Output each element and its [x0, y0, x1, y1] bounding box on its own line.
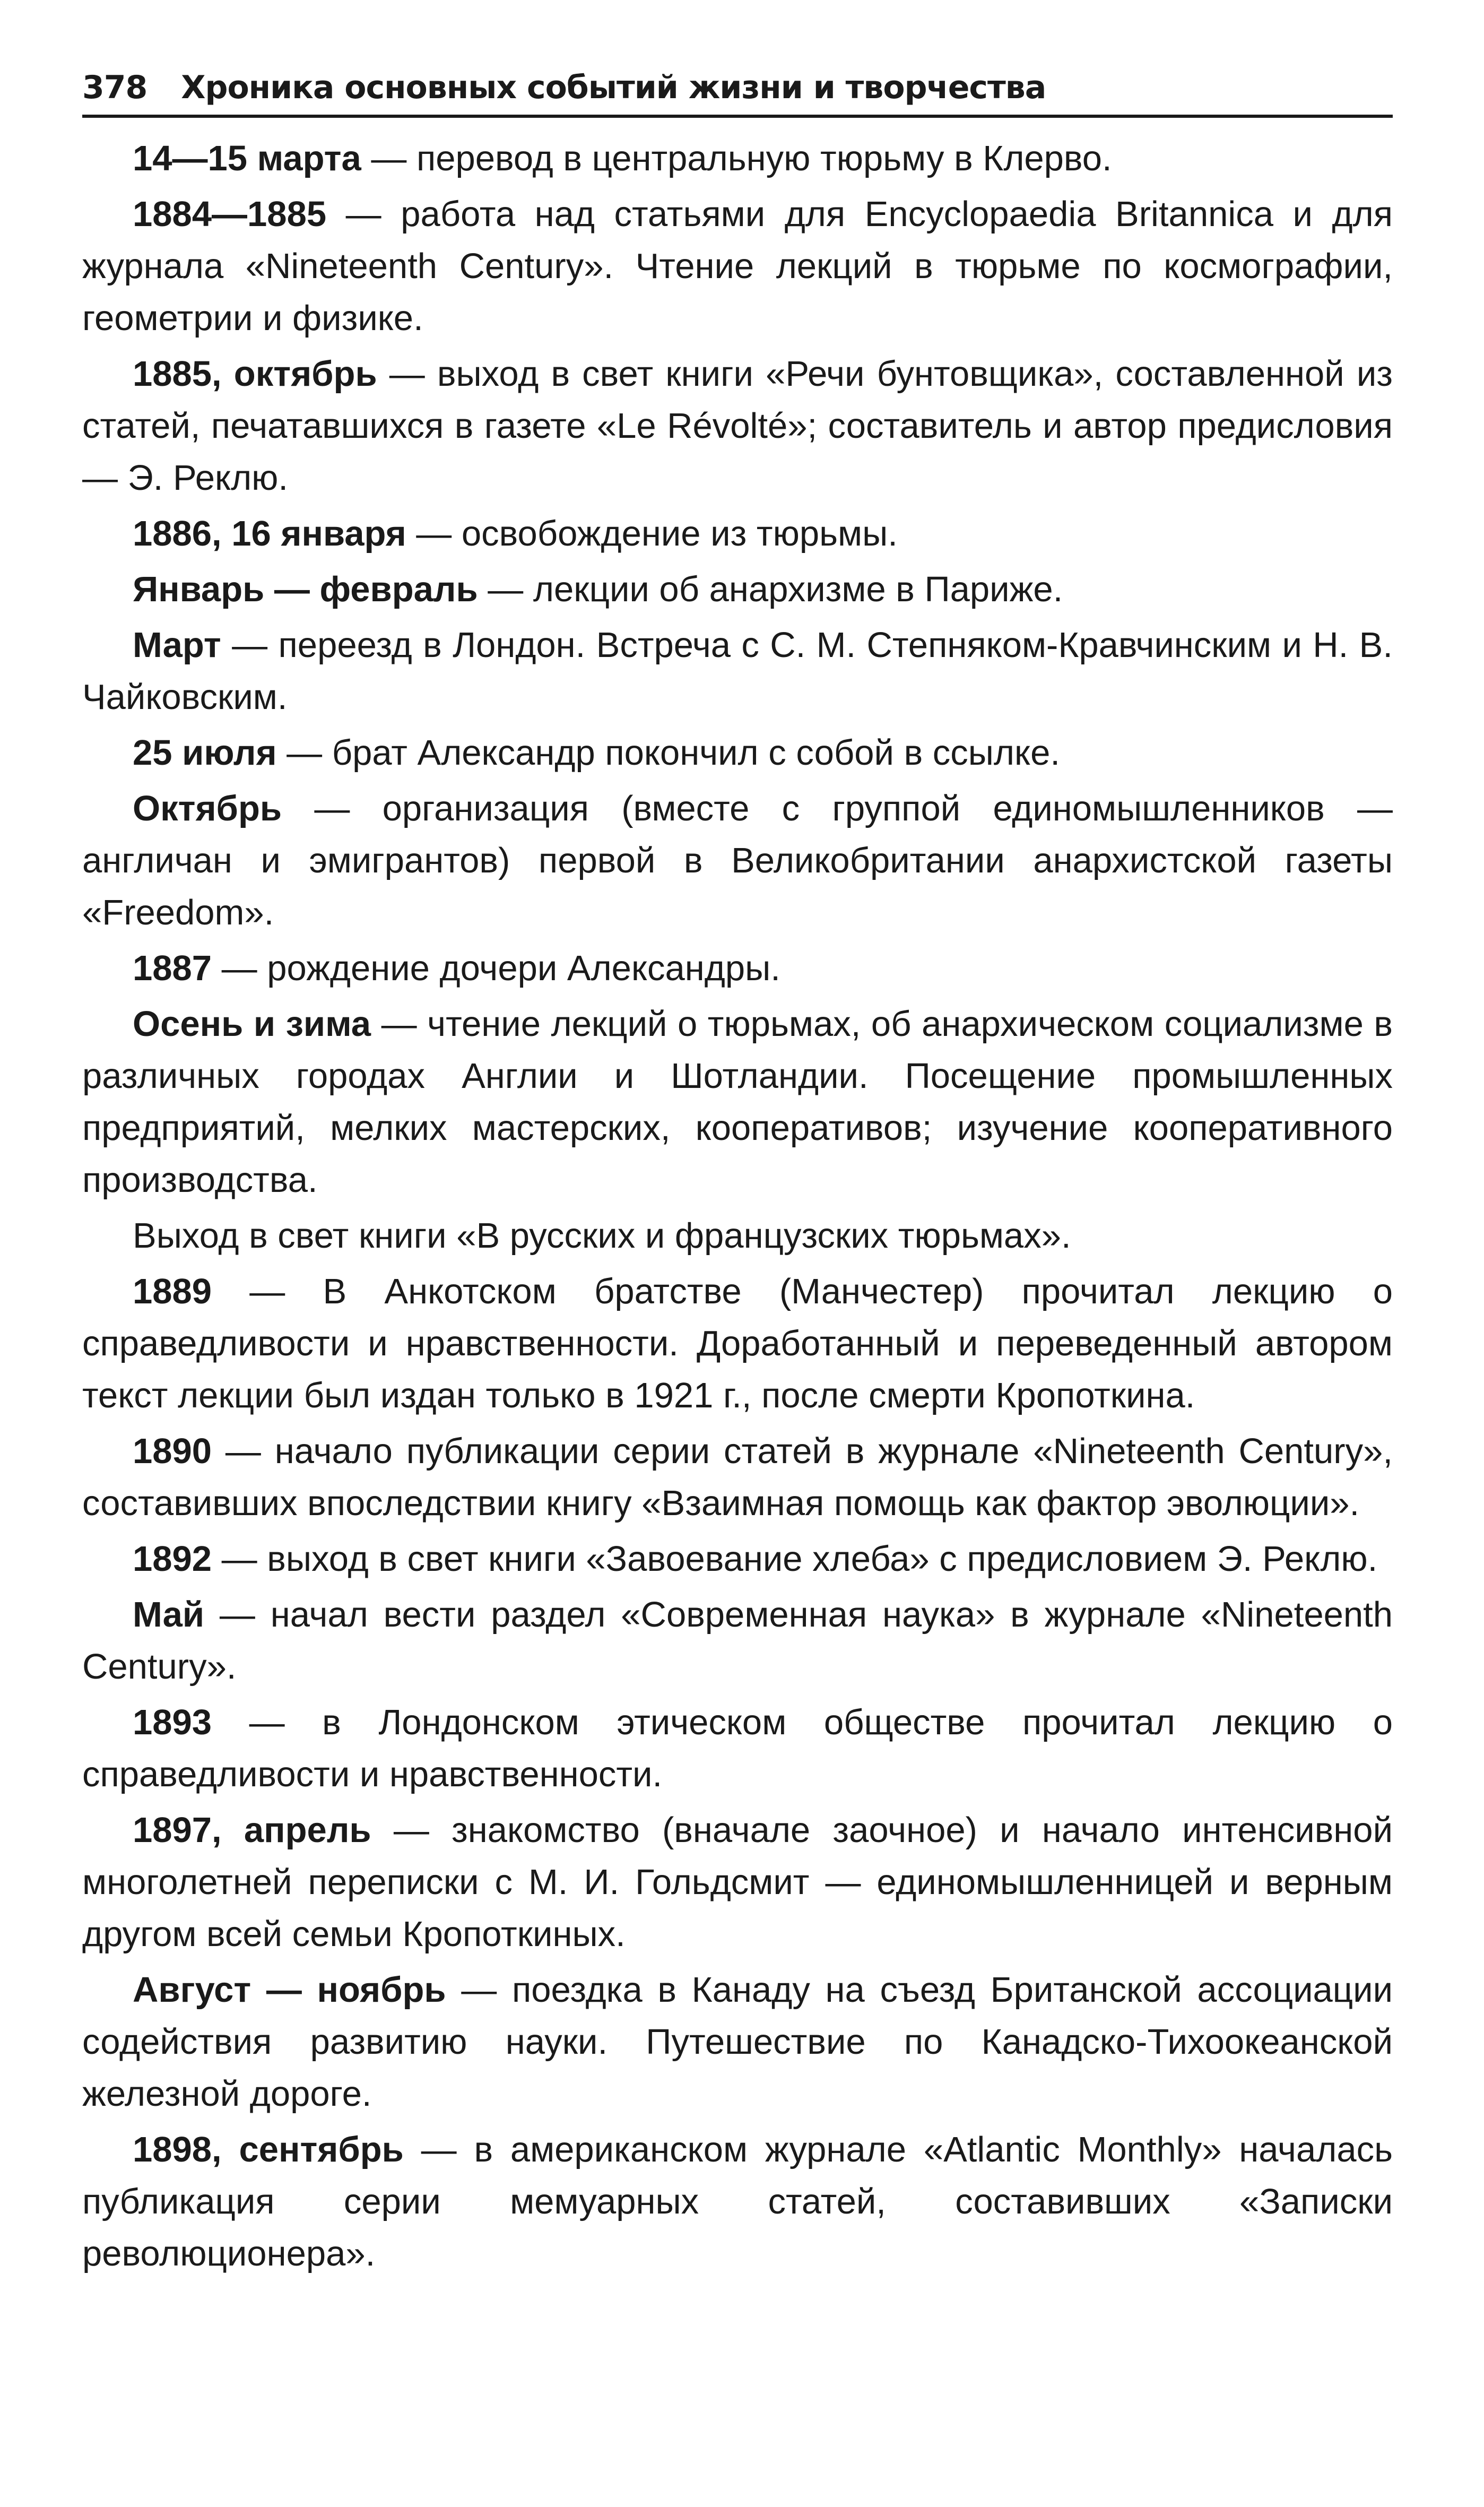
- chronicle-entry: [82, 783, 1393, 939]
- chronicle-entry: [82, 1425, 1393, 1529]
- entry-text: — знакомство (вначале заочное) и начало интенсивной многолетней переписки с М. И. Гольдсмит — единомышленницей и верным другом всей семьи Кропоткиных.: [82, 1810, 1393, 1954]
- entry-date: Май: [133, 1595, 205, 1635]
- entry-date: 1884—1885: [133, 194, 327, 234]
- chronicle-entry: [82, 564, 1393, 616]
- chronicle-entry: [82, 1804, 1393, 1960]
- entry-date: 1885, октябрь: [133, 354, 377, 394]
- entry-date: Октябрь: [133, 789, 282, 828]
- entry-date: 1892: [133, 1539, 212, 1579]
- entry-text: — поездка в Канаду на съезд Британской ассоциации содействия развитию науки. Путешествие по Канадско-Тихоокеанской железной дороге.: [82, 1970, 1393, 2114]
- entry-date: 25 июля: [133, 733, 277, 773]
- entry-text: — в американском журнале «Atlantic Monthly» началась публикация серии мемуарных статей, составивших «Записки революционера».: [82, 2130, 1393, 2273]
- entry-text: — В Анкотском братстве (Манчестер) прочитал лекцию о справедливости и нравственности. Доработанный и переведенный автором текст лекции был издан только в 1921 г., после смерти Кропоткина.: [82, 1272, 1393, 1415]
- chronicle-entry: [82, 1589, 1393, 1693]
- chronicle-entry: [82, 508, 1393, 560]
- chronicle-entry: [82, 1210, 1393, 1262]
- chronicle-entry: [82, 1964, 1393, 2120]
- entry-text: — начал вести раздел «Современная наука» в журнале «Nineteenth Century».: [82, 1595, 1393, 1687]
- entry-text: — брат Александр покончил с собой в ссылке.: [276, 733, 1060, 773]
- entry-date: Август — ноябрь: [133, 1970, 446, 2010]
- entry-date: 1887: [133, 948, 212, 988]
- running-head: [82, 64, 1393, 118]
- entry-date: 1897, апрель: [133, 1810, 371, 1850]
- entry-text: — в Лондонском этическом обществе прочитал лекцию о справедливости и нравственности.: [82, 1702, 1393, 1794]
- entry-date: 1898, сентябрь: [133, 2130, 404, 2169]
- entry-date: 1893: [133, 1702, 212, 1742]
- entry-text: — лекции об анархизме в Париже.: [478, 569, 1063, 609]
- running-head-title: Хроника основных событий жизни и творчества: [181, 69, 1046, 106]
- entry-date: Осень и зима: [133, 1004, 371, 1044]
- chronicle-entry: [82, 188, 1393, 344]
- chronicle-entry: [82, 1697, 1393, 1801]
- entry-text: — перевод в центральную тюрьму в Клерво.: [361, 139, 1112, 178]
- entry-text: — освобождение из тюрьмы.: [406, 514, 898, 554]
- entry-date: 1890: [133, 1431, 212, 1471]
- page-number: 378: [82, 69, 147, 106]
- entry-text: Выход в свет книги «В русских и французских тюрьмах».: [133, 1216, 1071, 1256]
- entry-text: — рождение дочери Александры.: [212, 948, 780, 988]
- chronicle-entry: [82, 619, 1393, 723]
- chronicle-entry: [82, 2124, 1393, 2280]
- entry-date: 14—15 марта: [133, 139, 361, 178]
- book-page: [82, 64, 1393, 2284]
- entry-text: — выход в свет книги «Завоевание хлеба» с предисловием Э. Реклю.: [212, 1539, 1378, 1579]
- chronicle-entry: [82, 727, 1393, 779]
- entry-text: — выход в свет книги «Речи бунтовщика», составленной из статей, печатавшихся в газете «Le Révolté»; составитель и автор предисловия — Э. Реклю.: [82, 354, 1393, 498]
- entry-date: Январь — февраль: [133, 569, 478, 609]
- entry-text: — начало публикации серии статей в журнале «Nineteenth Century», составивших впоследствии книгу «Взаимная помощь как фактор эволюции».: [82, 1431, 1393, 1523]
- entry-date: 1886, 16 января: [133, 514, 406, 554]
- entry-text: — работа над статьями для Encyclopaedia Britannica и для журнала «Nineteenth Century». Чтение лекций в тюрьме по космографии, геометрии и физике.: [82, 194, 1393, 338]
- chronicle-entry: [82, 943, 1393, 995]
- chronicle-entries: [82, 133, 1393, 2280]
- entry-text: — организация (вместе с группой единомышленников — англичан и эмигрантов) первой в Великобритании анархистской газеты «Freedom».: [82, 789, 1393, 932]
- chronicle-entry: [82, 998, 1393, 1206]
- chronicle-entry: [82, 1533, 1393, 1585]
- entry-text: — чтение лекций о тюрьмах, об анархическом социализме в различных городах Англии и Шотландии. Посещение промышленных предприятий, мелких мастерских, кооперативов; изучение кооперативного производства.: [82, 1004, 1393, 1200]
- entry-date: 1889: [133, 1272, 212, 1311]
- entry-text: — переезд в Лондон. Встреча с С. М. Степняком-Кравчинским и Н. В. Чайковским.: [82, 625, 1393, 717]
- chronicle-entry: [82, 1266, 1393, 1422]
- chronicle-entry: [82, 348, 1393, 504]
- entry-date: Март: [133, 625, 221, 665]
- chronicle-entry: [82, 133, 1393, 185]
